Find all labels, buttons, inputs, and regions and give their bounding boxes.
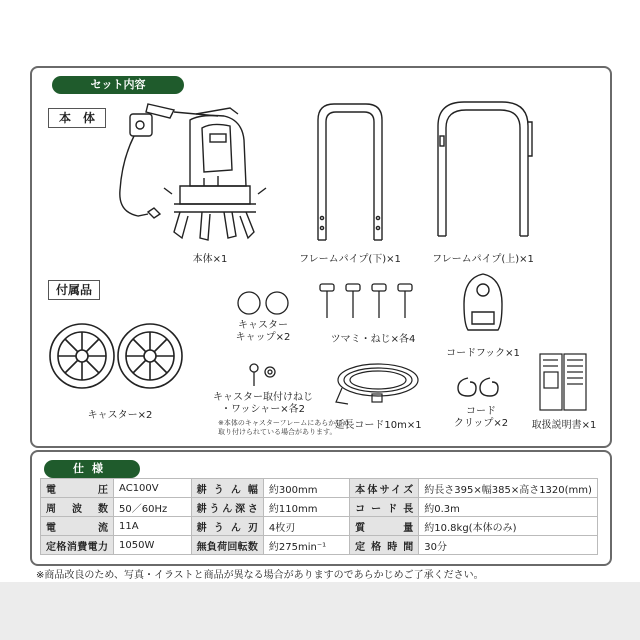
spec-key: 周波数 <box>41 498 114 517</box>
footnote: ※商品改良のため、写真・イラストと商品が異なる場合がありますのであらかじめご了承ください。 <box>36 570 484 581</box>
spec-key: 無負荷回転数 <box>191 536 263 555</box>
cord-hook-caption: コードフック×1 <box>446 348 520 359</box>
frame-upper-caption: フレームパイプ(上)×1 <box>432 254 534 265</box>
spec-value: 約0.3m <box>419 498 598 517</box>
spec-key: コード長 <box>350 498 419 517</box>
spec-row <box>41 517 598 536</box>
spec-row <box>41 479 598 498</box>
spec-key: 耕うん刃 <box>191 517 263 536</box>
spec-key: 耕うん幅 <box>191 479 263 498</box>
casters-caption: キャスター×2 <box>87 410 153 421</box>
spec-key: 定格時間 <box>350 536 419 555</box>
spec-table <box>40 478 598 555</box>
spec-key: 本体サイズ <box>350 479 419 498</box>
caster-wheels-illustration <box>46 320 186 392</box>
cord-clip-illustration <box>454 374 502 398</box>
spec-row <box>41 536 598 555</box>
spec-key: 電 流 <box>41 517 114 536</box>
caster-screw-caption: キャスター取付けねじ ・ワッシャー×各2 <box>213 392 313 415</box>
knob-screw-illustration <box>316 282 426 322</box>
body-caption: 本体×1 <box>192 254 228 265</box>
spec-value: 約300mm <box>263 479 349 498</box>
spec-value: 約長さ395×幅385×高さ1320(mm) <box>419 479 598 498</box>
spec-value: 50／60Hz <box>114 498 192 517</box>
knob-screw-caption: ツマミ・ねじ×各4 <box>330 334 416 345</box>
spec-key: 定格消費電力 <box>41 536 114 555</box>
spec-title: 仕様 <box>44 460 140 478</box>
spec-value: 11A <box>114 517 192 536</box>
spec-key: 質 量 <box>350 517 419 536</box>
caster-screw-illustration <box>246 362 280 388</box>
cord-clip-caption: コード クリップ×2 <box>453 406 509 429</box>
spec-row <box>41 498 598 517</box>
extension-cord-illustration <box>332 354 424 408</box>
spec-value: 約110mm <box>263 498 349 517</box>
frame-pipe-upper-illustration <box>428 96 538 246</box>
accessories-label: 付属品 <box>48 280 100 300</box>
frame-pipe-lower-illustration <box>310 100 390 250</box>
caster-cap-caption: キャスター キャップ×2 <box>235 320 291 343</box>
spec-value: 30分 <box>419 536 598 555</box>
frame-lower-caption: フレームパイプ(下)×1 <box>299 254 401 265</box>
main-unit-label: 本 体 <box>48 108 106 128</box>
spec-value: 約275min⁻¹ <box>263 536 349 555</box>
manual-illustration <box>538 352 590 412</box>
spec-value: AC100V <box>114 479 192 498</box>
spec-key: 耕うん深さ <box>191 498 263 517</box>
spec-value: 4枚刃 <box>263 517 349 536</box>
tiller-illustration <box>100 100 280 250</box>
cord-hook-illustration <box>458 272 508 334</box>
caster-screw-note: ※本体のキャスターフレームにあらかじめ 取り付けられている場合があります。 <box>218 419 350 436</box>
section-title: セット内容 <box>52 76 184 94</box>
spec-key: 電 圧 <box>41 479 114 498</box>
caster-cap-illustration <box>236 290 290 316</box>
extension-cord-caption: 延長コード10m×1 <box>334 420 422 431</box>
spec-value: 約10.8kg(本体のみ) <box>419 517 598 536</box>
manual-caption: 取扱説明書×1 <box>531 420 597 431</box>
spec-value: 1050W <box>114 536 192 555</box>
